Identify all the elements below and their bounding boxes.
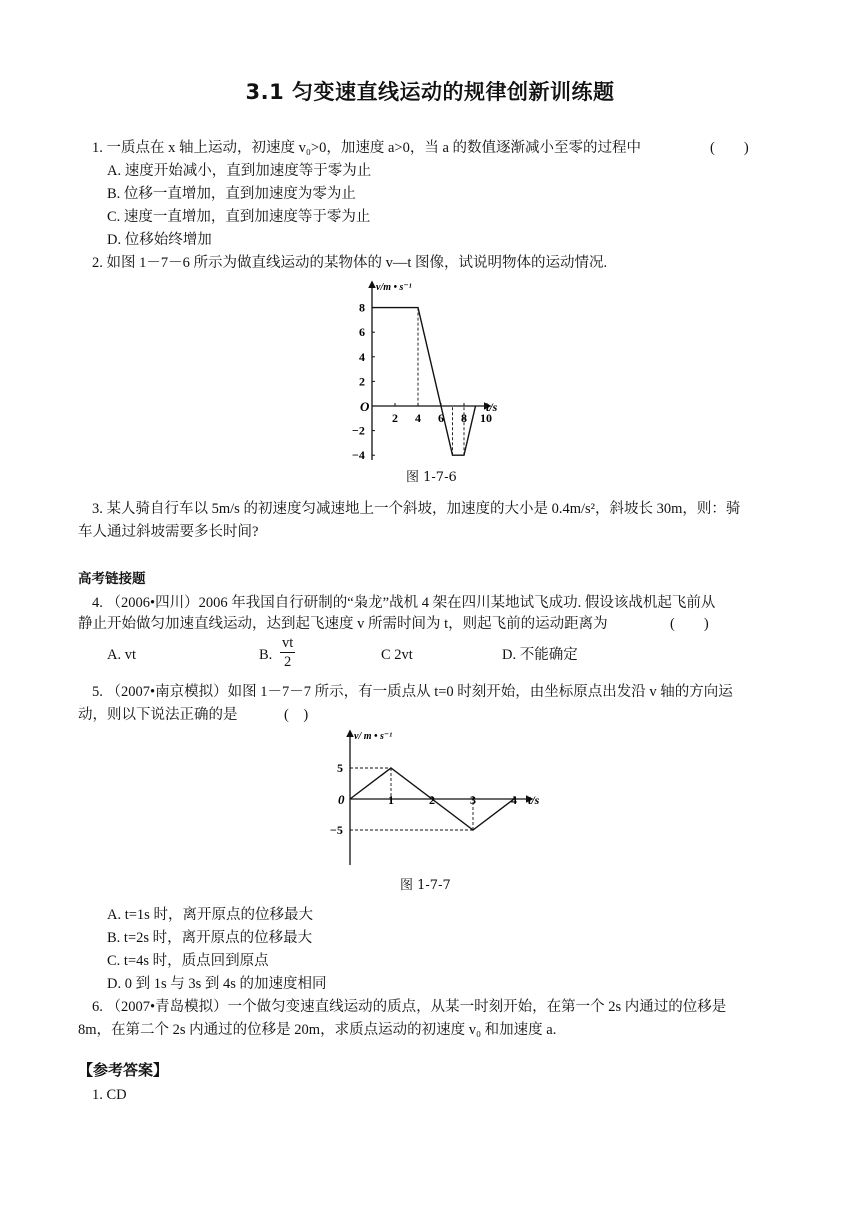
- q6-line1: 6. （2007•青岛模拟）一个做匀变速直线运动的质点，从某一时刻开始，在第一个 2s 内通过的位移是: [92, 999, 727, 1015]
- x-tick-label: 2: [392, 411, 398, 425]
- x-tick-label: 8: [461, 411, 467, 425]
- x-tick-label: 4: [511, 793, 517, 807]
- figure-1-7-7-chart: [318, 727, 548, 872]
- origin-label: 0: [338, 792, 345, 807]
- figure-1-7-6-chart: [340, 278, 520, 490]
- q4-option-d: D. 不能确定: [502, 647, 578, 663]
- q4-option-a: A. vt: [107, 647, 136, 663]
- q4-option-b-fraction: [280, 634, 295, 671]
- q5-option-b: B. t=2s 时，离开原点的位移最大: [107, 930, 313, 946]
- answer-1: 1. CD: [92, 1087, 127, 1103]
- x-tick-label: 2: [429, 793, 435, 807]
- figure-1-7-6-caption: 图 1-7-6: [406, 470, 457, 485]
- x-axis-title: t/s: [486, 400, 498, 414]
- q4-answer-blank: ( ): [670, 616, 709, 632]
- y-tick-label: 8: [359, 300, 365, 315]
- q1-option-d: D. 位移始终增加: [107, 232, 212, 248]
- q3-line1: 3. 某人骑自行车以 5m/s 的初速度匀减速地上一个斜坡，加速度的大小是 0.4m/s²，斜坡长 30m，则：骑: [92, 501, 741, 517]
- y-tick-label: 4: [359, 349, 365, 364]
- x-axis-title: t/s: [528, 793, 540, 807]
- q5-line2: 动，则以下说法正确的是: [78, 707, 238, 723]
- y-tick-label: 2: [359, 374, 365, 389]
- page-title: 3.1 匀变速直线运动的规律创新训练题: [245, 80, 615, 104]
- q1-answer-blank: ( ): [710, 140, 749, 156]
- series-line: [372, 308, 476, 456]
- x-tick-label: 4: [415, 411, 421, 425]
- q3-line2: 车人通过斜坡需要多长时间?: [78, 524, 259, 540]
- x-tick-label: 3: [470, 793, 476, 807]
- q5-option-a: A. t=1s 时，离开原点的位移最大: [107, 907, 313, 923]
- q5-answer-blank: ( ): [284, 707, 309, 723]
- x-tick-label: 1: [388, 793, 394, 807]
- origin-label: O: [360, 399, 370, 414]
- y-axis-title: v/m • s⁻¹: [376, 282, 412, 293]
- q4-option-c: C 2vt: [381, 647, 413, 663]
- q1-option-b: B. 位移一直增加，直到加速度为零为止: [107, 186, 356, 202]
- q4-line2: 静止开始做匀加速直线运动，达到起飞速度 v 所需时间为 t，则起飞前的运动距离为: [78, 616, 608, 632]
- x-tick-label: 10: [480, 411, 492, 425]
- q2-stem: 2. 如图 1－7－6 所示为做直线运动的某物体的 v—t 图像，试说明物体的运动情况.: [92, 255, 608, 271]
- x-tick-label: 6: [438, 411, 444, 425]
- q6-line2: 8m，在第二个 2s 内通过的位移是 20m，求质点运动的初速度 v₀ 和加速度 a.: [78, 1022, 557, 1038]
- answers-heading: 【参考答案】: [78, 1061, 169, 1079]
- q1-option-a: A. 速度开始减小，直到加速度等于零为止: [107, 163, 372, 179]
- y-tick-label: 5: [337, 761, 343, 775]
- section-heading: 高考链接题: [78, 571, 146, 587]
- q1-option-c: C. 速度一直增加，直到加速度等于零为止: [107, 209, 371, 225]
- y-axis-title: v/ m • s⁻¹: [354, 731, 393, 742]
- fraction-denominator: 2: [284, 654, 292, 670]
- q1-stem: 1. 一质点在 x 轴上运动，初速度 v₀>0，加速度 a>0，当 a 的数值逐渐减小至零的过程中: [92, 140, 642, 156]
- q5-line1: 5. （2007•南京模拟）如图 1－7－7 所示，有一质点从 t=0 时刻开始，由坐标原点出发沿 v 轴的方向运: [92, 684, 733, 700]
- fraction-numerator: vt: [282, 635, 294, 651]
- q4-line1: 4. （2006•四川）2006 年我国自行研制的“枭龙”战机 4 架在四川某地试飞成功. 假设该战机起飞前从: [92, 595, 716, 611]
- y-tick-label: 6: [359, 325, 365, 340]
- y-tick-label: −2: [352, 423, 365, 438]
- q4-option-b-label: B.: [259, 647, 273, 663]
- figure-1-7-7-caption: 图 1-7-7: [400, 878, 451, 893]
- y-tick-label: −5: [330, 823, 343, 837]
- q5-option-d: D. 0 到 1s 与 3s 到 4s 的加速度相同: [107, 976, 327, 992]
- y-tick-label: −4: [352, 448, 365, 463]
- q5-option-c: C. t=4s 时，质点回到原点: [107, 953, 269, 969]
